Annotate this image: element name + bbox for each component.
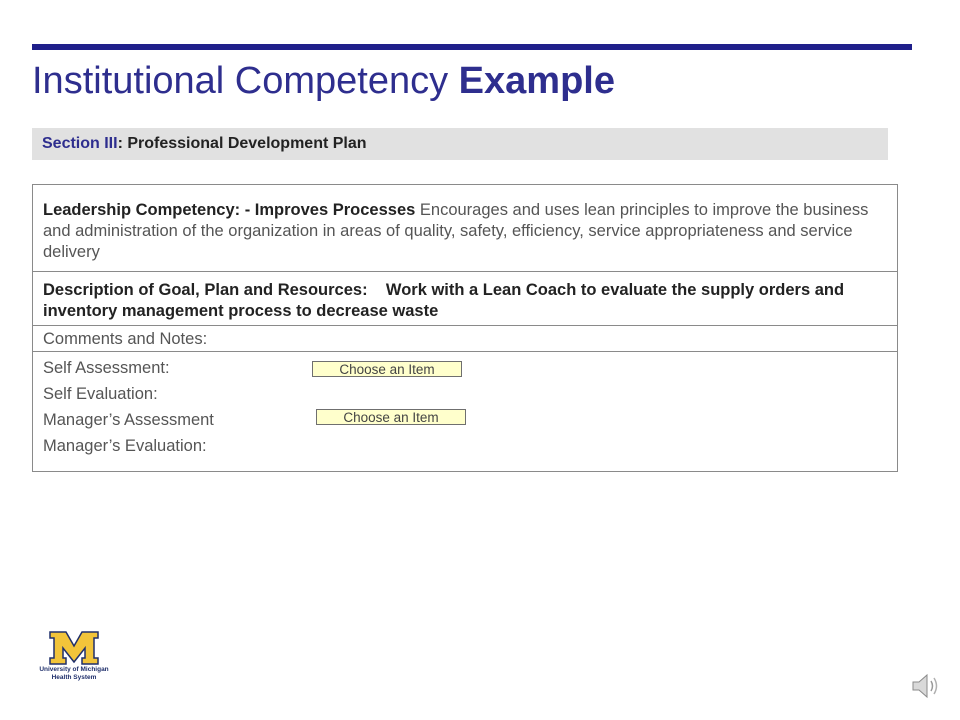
goal-text: Work with a Lean Coach to evaluate the supply orders and inventory management process to decrease waste: [43, 281, 845, 320]
title-bold: Example: [458, 60, 615, 102]
section-header: [32, 128, 888, 160]
manager-evaluation-label: Manager’s Evaluation:: [43, 437, 207, 455]
section-label: Section III: [42, 135, 118, 152]
self-evaluation-label: Self Evaluation:: [43, 385, 158, 403]
comments-row: [33, 326, 897, 352]
manager-assessment-label: Manager’s Assessment: [43, 411, 214, 429]
manager-assessment-dropdown[interactable]: Choose an Item: [316, 409, 466, 425]
speaker-icon[interactable]: [910, 672, 942, 700]
competency-label: Leadership Competency: - Improves Processes: [43, 201, 416, 219]
block-m-icon: [50, 632, 98, 664]
goal-label: Description of Goal, Plan and Resources:: [43, 281, 368, 299]
competency-card: [32, 184, 898, 472]
title-rule: [32, 44, 912, 50]
competency-row: [33, 185, 897, 272]
competency-description: Encourages and uses lean principles to improve the business and administration of the organization in areas of quality, safety, efficiency, service appropriateness and service delivery: [43, 201, 869, 261]
self-assessment-dropdown[interactable]: Choose an Item: [312, 361, 462, 377]
section-heading: Professional Development Plan: [122, 135, 367, 152]
logo-caption: [26, 666, 122, 682]
logo-caption-line1: University of Michigan: [39, 666, 109, 673]
comments-label: Comments and Notes:: [43, 330, 208, 348]
section-colon: :: [117, 135, 123, 152]
slide-title: [32, 56, 615, 106]
self-assessment-label: Self Assessment:: [43, 359, 170, 377]
title-regular: Institutional Competency: [32, 60, 449, 102]
goal-row: [33, 272, 897, 326]
logo-caption-line2: Health System: [51, 674, 97, 681]
